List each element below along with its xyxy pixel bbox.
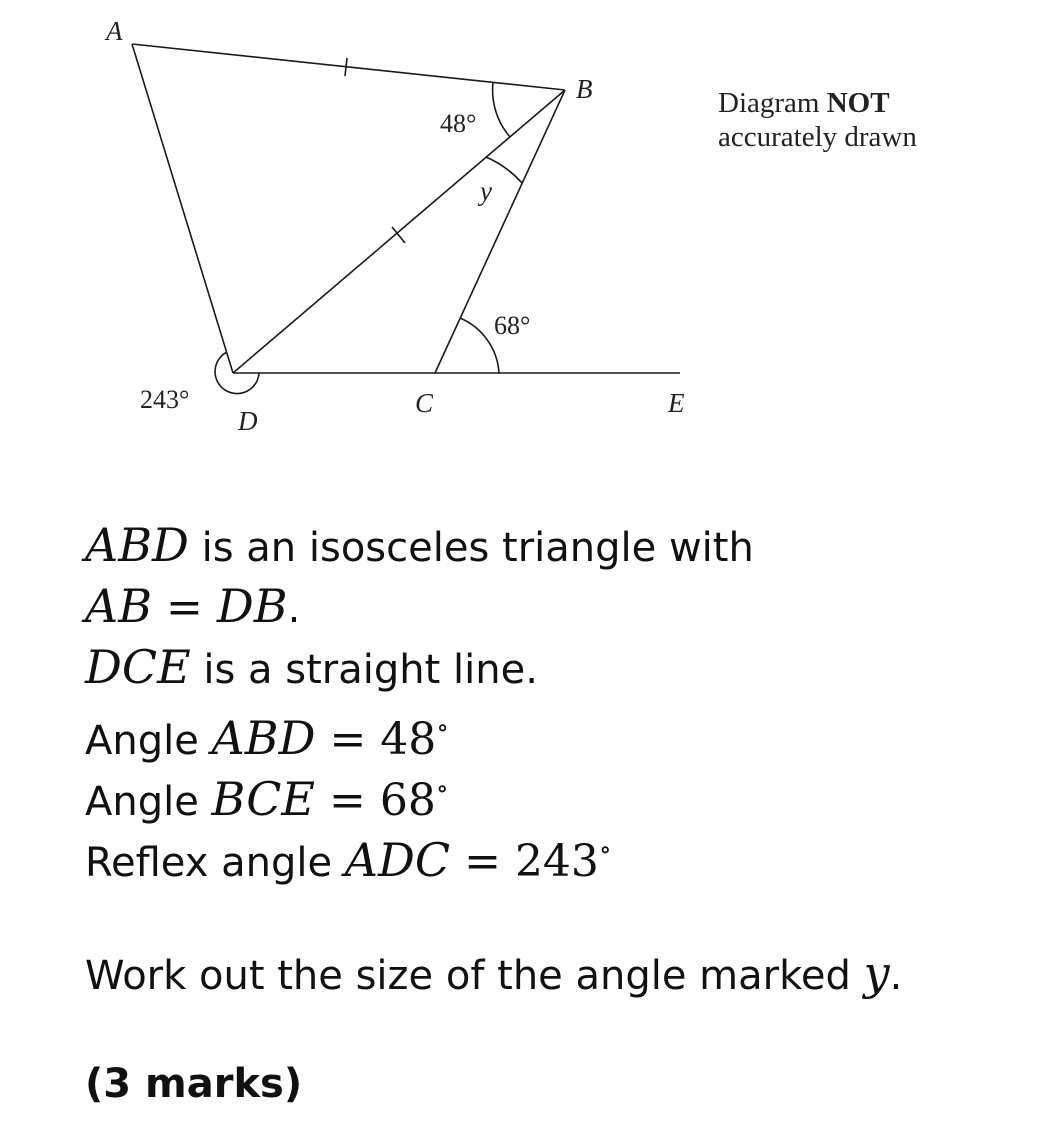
period: . — [889, 953, 903, 999]
equals-sign: = — [314, 775, 380, 826]
line-reflex-adc — [85, 820, 902, 887]
point-label-c: C — [415, 388, 434, 418]
angle-label-y: y — [480, 176, 492, 206]
segment-ad — [132, 44, 233, 373]
line-angle-abd — [85, 698, 902, 765]
angle-arc-abd — [493, 82, 510, 137]
problem-statement — [85, 515, 902, 1115]
line-straight — [85, 637, 902, 698]
disclaimer-emphasis: NOT — [826, 87, 890, 119]
math-db: DB — [216, 579, 288, 633]
question-text: Work out the size of the angle marked — [85, 953, 864, 999]
diagram-disclaimer — [718, 86, 917, 154]
math-adc: ADC — [344, 833, 451, 887]
equals-sign: = — [315, 714, 381, 765]
degree-symbol: ∘ — [435, 774, 449, 804]
math-bce: BCE — [211, 772, 315, 826]
equals-sign: = — [450, 836, 515, 887]
math-abd: ABD — [211, 711, 316, 765]
math-ab: AB — [85, 579, 153, 633]
angle-value: 68 — [379, 775, 436, 826]
disclaimer-rest: accurately drawn — [718, 121, 917, 153]
point-label-d: D — [238, 406, 258, 436]
angle-label-abd: 48° — [440, 109, 477, 138]
reflex-prefix: Reflex angle — [85, 840, 345, 886]
math-y: y — [863, 946, 890, 1000]
tick-mark-ab — [345, 58, 347, 76]
angle-value: 48 — [380, 714, 437, 765]
marks-label: (3 marks) — [85, 1061, 303, 1107]
angle-prefix: Angle — [85, 718, 212, 764]
line-isosceles-text: is an isosceles triangle with — [188, 525, 754, 571]
disclaimer-prefix: Diagram — [718, 87, 827, 119]
angle-value: 243 — [514, 836, 599, 887]
segment-ab — [132, 44, 565, 90]
equals-sign: = — [152, 582, 217, 633]
point-label-b: B — [576, 74, 593, 104]
line-equal-sides — [85, 576, 902, 637]
line-angle-bce — [85, 759, 902, 826]
math-abd: ABD — [85, 518, 189, 572]
math-dce: DCE — [85, 640, 191, 694]
angle-prefix: Angle — [85, 779, 212, 825]
geometry-diagram — [0, 0, 1047, 470]
line-isosceles — [85, 515, 902, 576]
line-straight-text: is a straight line. — [190, 647, 538, 693]
degree-symbol: ∘ — [436, 713, 450, 743]
point-label-a: A — [106, 16, 123, 46]
angle-label-adc: 243° — [140, 385, 190, 414]
angle-label-bce: 68° — [494, 311, 531, 340]
question — [85, 943, 902, 1004]
period: . — [287, 586, 301, 632]
degree-symbol: ∘ — [598, 835, 612, 865]
point-label-e: E — [668, 388, 685, 418]
